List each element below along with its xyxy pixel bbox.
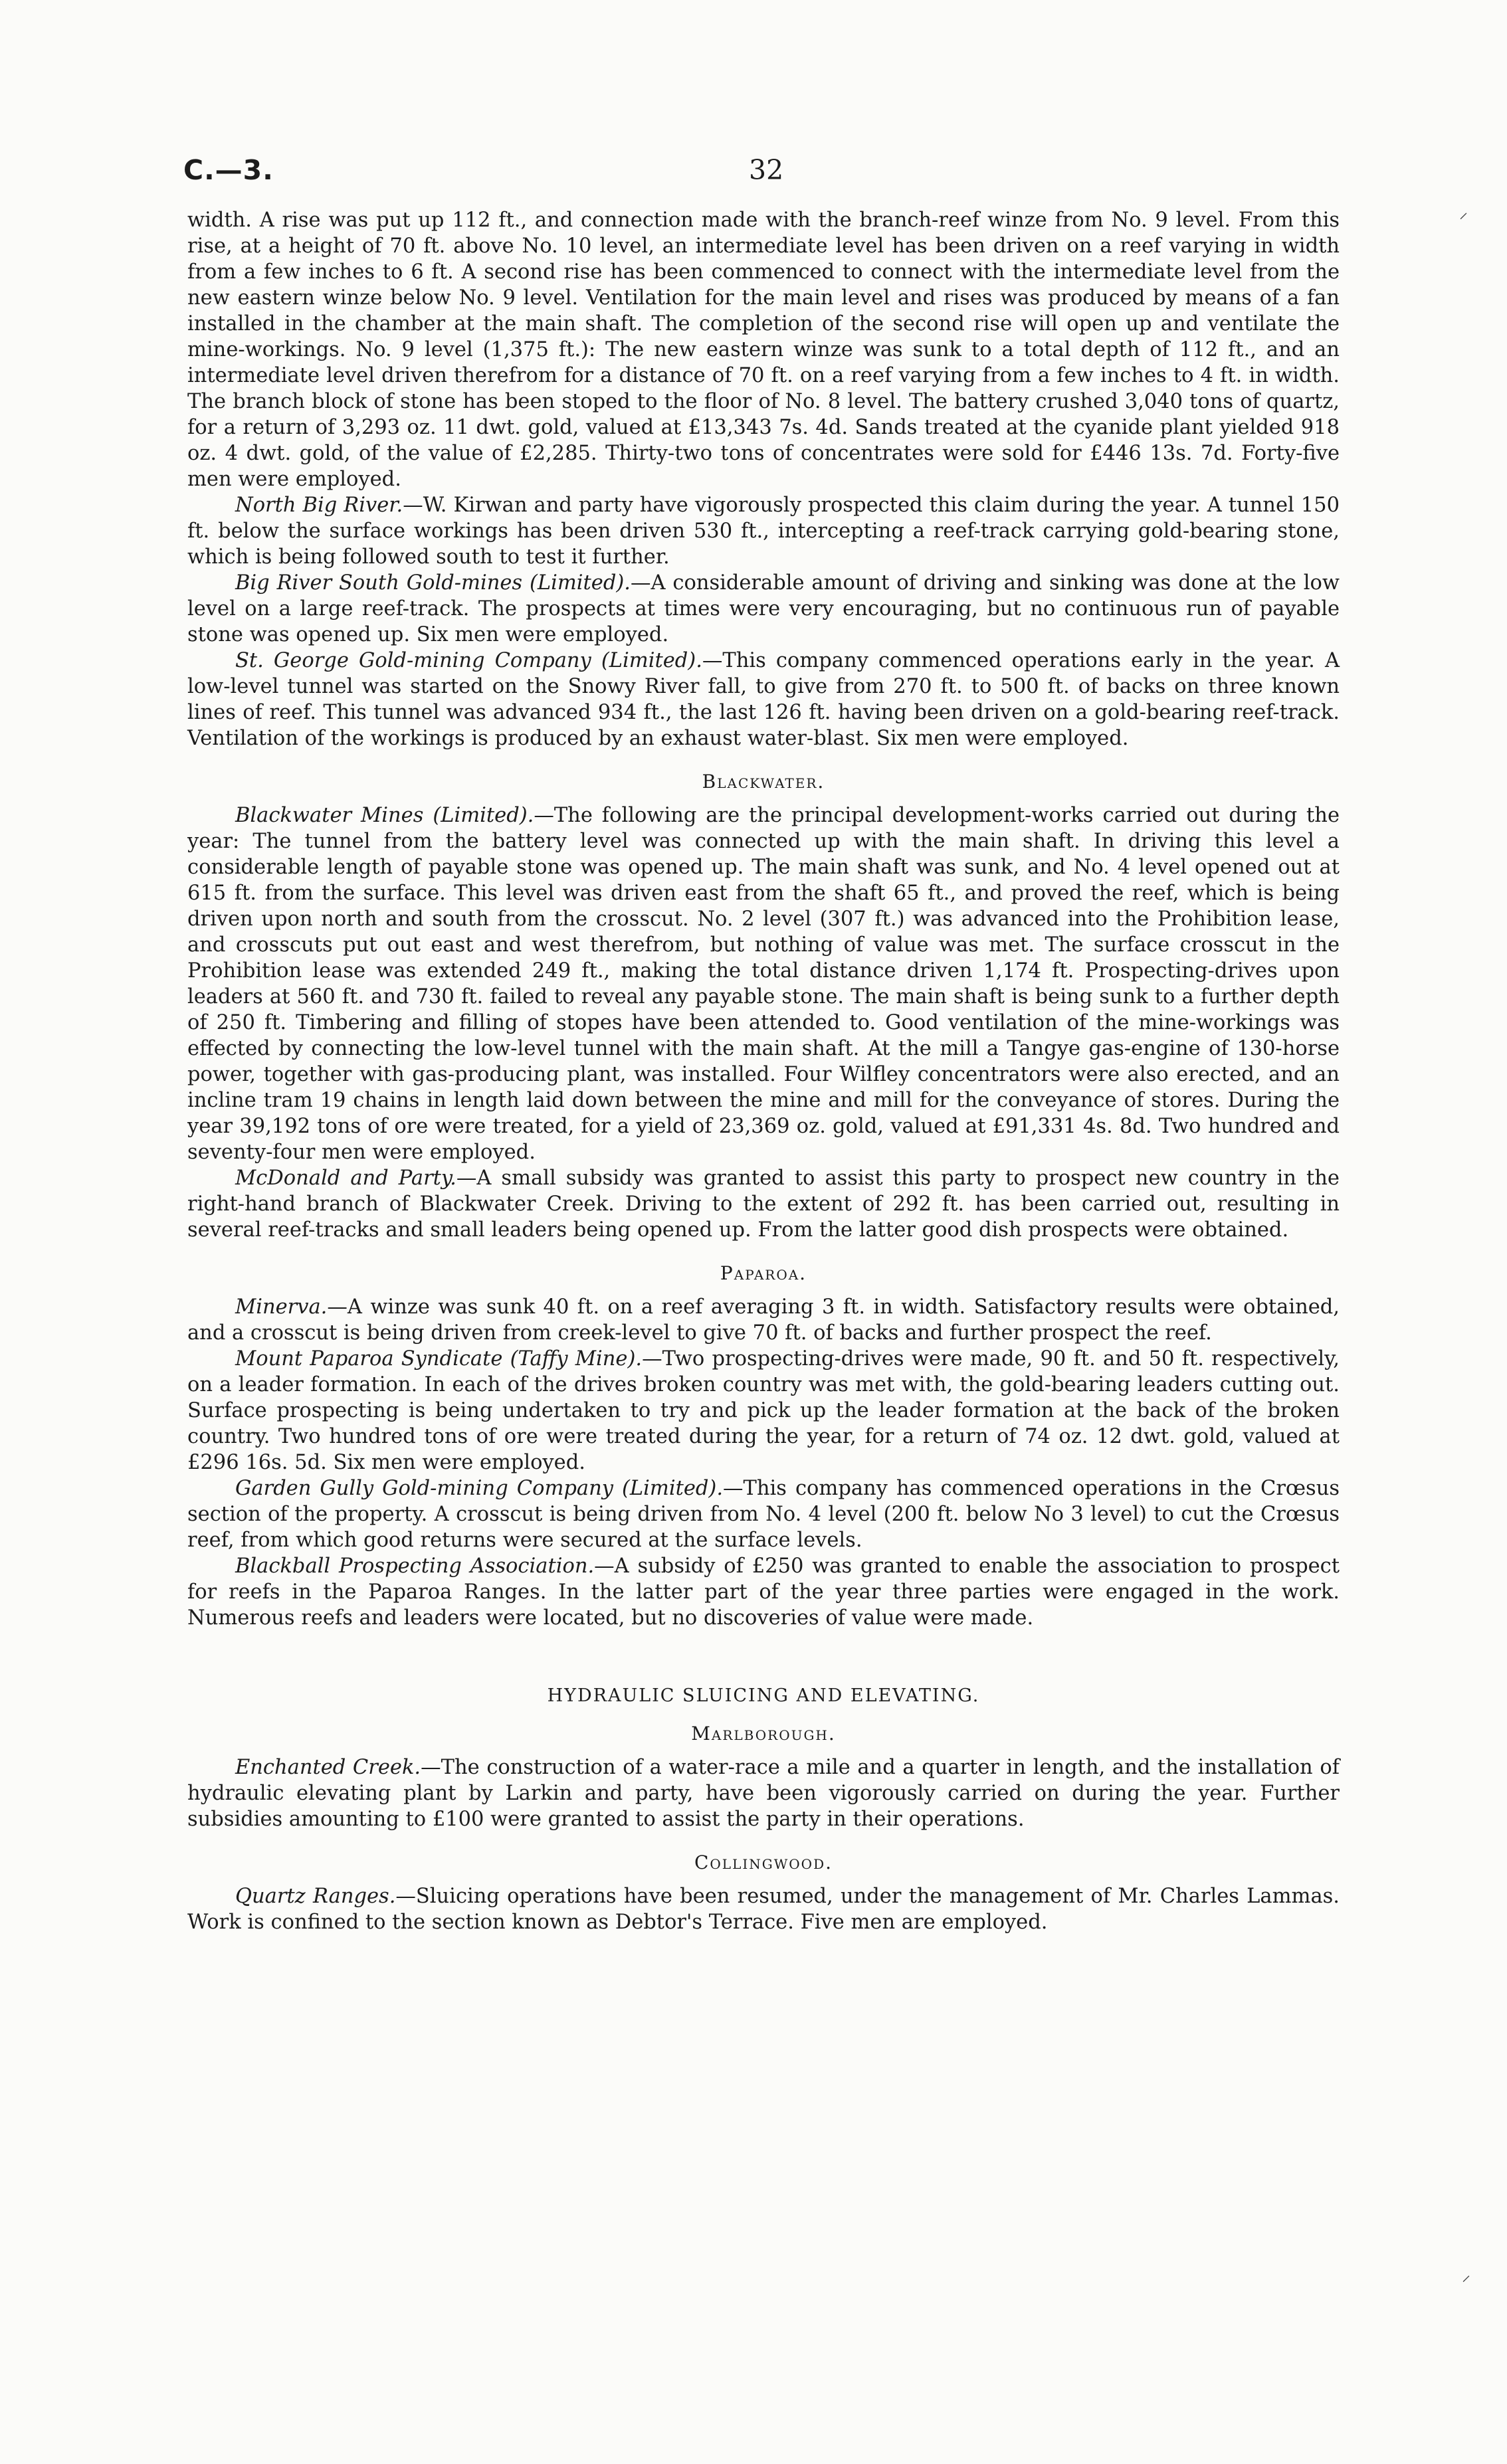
paragraph-text: —The following are the principal development-works carried out during the year: The tunnel from the battery level was connected up with the main shaft. In driving this level a considerable length of payable stone was opened up. The main shaft was sunk, and No. 4 level opened out at 615 ft. from the surface. This level was driven east from the shaft 65 ft., and proved the reef, which is being driven upon north and south from the crosscut. No. 2 level (307 ft.) was advanced into the Prohibition lease, and crosscuts put out east and west therefrom, but nothing of value was met. The surface crosscut in the Prohibition lease was extended 249 ft., making the total distance driven 1,174 ft. Prospecting-drives upon leaders at 560 ft. and 730 ft. failed to reveal any payable stone. The main shaft is being sunk to a further depth of 250 ft. Timbering and filling of stopes have been attended to. Good ventilation of the mine-workings was effected by connecting the low-level tunnel with the main shaft. At the mill a Tangye gas-engine of 130-horse power, together with gas-producing plant, was installed. Four Wilfley concentrators were also erected, and an incline tram 19 chains in length laid down between the mine and mill for the conveyance of stores. During the year 39,192 tons of ore were treated, for a yield of 23,369 oz. gold, valued at £91,331 4s. 8d. Two hundred and seventy-four men were employed.: [187, 804, 1340, 1164]
report-code: C.—3.: [183, 154, 274, 186]
paragraph-garden-gully: [187, 1475, 1340, 1553]
paragraph-text: —This company has commenced operations in the Crœsus section of the property. A crosscut is being driven from No. 4 level (200 ft. below No 3 level) to cut the Crœsus reef, from which good returns were secured at the surface levels.: [187, 1477, 1340, 1552]
paragraph-text: —A winze was sunk 40 ft. on a reef averaging 3 ft. in width. Satisfactory results were obtained, and a crosscut is being driven from creek-level to give 70 ft. of backs and further prospect the reef.: [187, 1295, 1340, 1345]
page-number: 32: [749, 154, 784, 186]
paragraph-lead: Blackball Prospecting Association.: [235, 1555, 595, 1578]
paragraph-text: —Two prospecting-drives were made, 90 ft. and 50 ft. respectively, on a leader formation. In each of the drives broken country was met with, the gold-bearing leaders cutting out. Surface prospecting is being undertaken to try and pick up the leader formation at the back of the broken country. Two hundred tons of ore were treated during the year, for a return of 74 oz. 12 dwt. gold, valued at £296 16s. 5d. Six men were employed.: [187, 1347, 1340, 1474]
paragraph-lead: Quartz Ranges.: [235, 1885, 396, 1908]
paragraph-lead: Mount Paparoa Syndicate (Taffy Mine).: [235, 1347, 643, 1371]
paragraph-text: —This company commenced operations early in the year. A low-level tunnel was started on the Snowy River fall, to give from 270 ft. to 500 ft. of backs on three known lines of reef. This tunnel was advanced 934 ft., the last 126 ft. having been driven on a gold-bearing reef-track. Ventilation of the workings is produced by an exhaust water-blast. Six men were employed.: [187, 649, 1340, 750]
heading-paparoa: Paparoa.: [720, 1262, 807, 1284]
page-header: [183, 154, 1340, 207]
paragraph-text: —A small subsidy was granted to assist this party to prospect new country in the right-hand branch of Blackwater Creek. Driving to the extent of 292 ft. has been carried out, resulting in several reef-tracks and small leaders being opened up. From the latter good dish prospects were obtained.: [187, 1167, 1340, 1242]
paragraph-north-big-river: [187, 492, 1340, 570]
paragraph-text: —The construction of a water-race a mile and a quarter in length, and the installation of hydraulic elevating plant by Larkin and party, have been vigorously carried on during the year. Further subsidies amounting to £100 were granted to assist the party in their operations.: [187, 1756, 1340, 1831]
paragraph-lead: Big River South Gold-mines (Limited).: [235, 571, 631, 595]
paragraph-text: —Sluicing operations have been resumed, under the management of Mr. Charles Lammas. Work is confined to the section known as Debtor's Terrace. Five men are employed.: [187, 1885, 1340, 1934]
paragraph-text: —W. Kirwan and party have vigorously prospected this claim during the year. A tunnel 150 ft. below the surface workings has been driven 530 ft., intercepting a reef-track carrying gold-bearing stone, which is being followed south to test it further.: [187, 494, 1340, 569]
paragraph-big-river-south: [187, 570, 1340, 648]
paragraph-st-george: [187, 648, 1340, 751]
paragraph-lead: Garden Gully Gold-mining Company (Limited).: [235, 1477, 724, 1500]
paragraph-mount-paparoa: [187, 1346, 1340, 1475]
paragraph-text: —A subsidy of £250 was granted to enable the association to prospect for reefs in the Paparoa Ranges. In the latter part of the year three parties were engaged in the work. Numerous reefs and leaders were located, but no discoveries of value were made.: [187, 1555, 1340, 1630]
paragraph-minerva: [187, 1294, 1340, 1346]
heading-collingwood: Collingwood.: [694, 1851, 833, 1873]
margin-mark: ⸝: [1462, 2265, 1471, 2285]
paragraph-lead: McDonald and Party.: [235, 1167, 456, 1190]
intro-paragraph: width. A rise was put up 112 ft., and connection made with the branch-reef winze from No. 9 level. From this rise, at a height of 70 ft. above No. 10 level, an intermediate level has been driven on a reef varying in width from a few inches to 6 ft. A second rise has been commenced to connect with the intermediate level from the new eastern winze below No. 9 level. Ventilation for the main level and rises was produced by means of a fan installed in the chamber at the main shaft. The completion of the second rise will open up and ventilate the mine-workings. No. 9 level (1,375 ft.): The new eastern winze was sunk to a total depth of 112 ft., and an intermediate level driven therefrom for a distance of 70 ft. on a reef varying from a few inches to 4 ft. in width. The branch block of stone has been stoped to the floor of No. 8 level. The battery crushed 3,040 tons of quartz, for a return of 3,293 oz. 11 dwt. gold, valued at £13,343 7s. 4d. Sands treated at the cyanide plant yielded 918 oz. 4 dwt. gold, of the value of £2,285. Thirty-two tons of concentrates were sold for £446 13s. 7d. Forty-five men were employed.: [187, 209, 1340, 491]
paragraph-enchanted-creek: [187, 1754, 1340, 1832]
paragraph-lead: Enchanted Creek.: [235, 1756, 421, 1779]
paragraph-quartz-ranges: [187, 1883, 1340, 1935]
document-page: [183, 154, 1340, 1935]
paragraph-mcdonald-and-party: [187, 1165, 1340, 1243]
margin-mark: ⸝: [1459, 203, 1468, 223]
heading-hydraulic-sluicing: HYDRAULIC SLUICING AND ELEVATING.: [547, 1685, 980, 1706]
paragraph-lead: Blackwater Mines (Limited).: [235, 804, 534, 827]
heading-blackwater: Blackwater.: [702, 771, 825, 793]
paragraph-blackball: [187, 1553, 1340, 1631]
paragraph-blackwater-mines: [187, 803, 1340, 1165]
heading-marlborough: Marlborough.: [691, 1723, 836, 1745]
paragraph-lead: North Big River.: [235, 494, 403, 517]
paragraph-lead: Minerva.: [235, 1295, 328, 1319]
paragraph-text: —A considerable amount of driving and sinking was done at the low level on a large reef-track. The prospects at times were very encouraging, but no continuous run of payable stone was opened up. Six men were employed.: [187, 571, 1340, 646]
paragraph-lead: St. George Gold-mining Company (Limited).: [235, 649, 702, 672]
